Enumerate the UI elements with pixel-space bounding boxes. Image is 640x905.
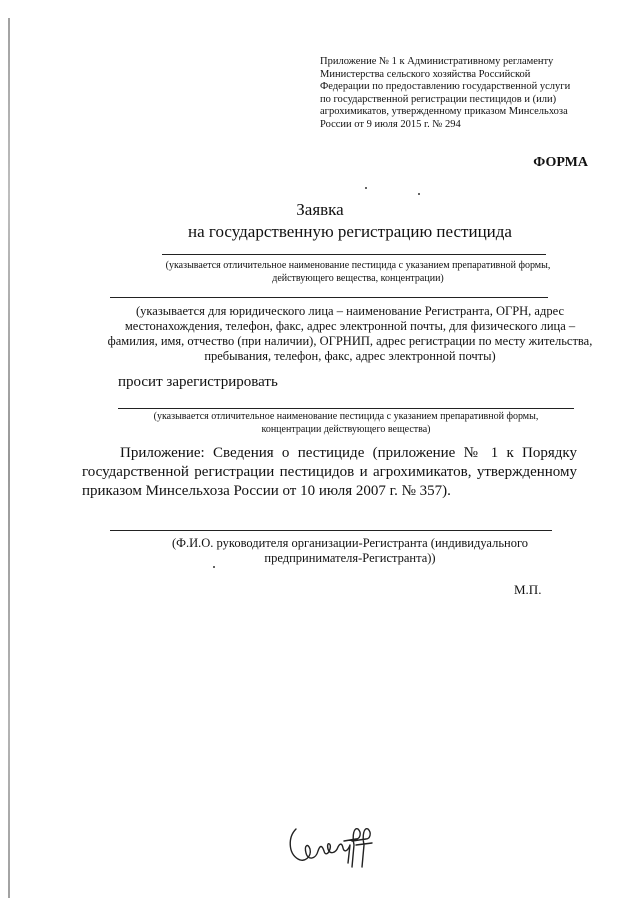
applicant-field-line: [110, 297, 548, 298]
scan-speck: [418, 193, 420, 195]
scan-edge: [8, 18, 10, 898]
annex-line: Приложение: Сведения о пестициде (приложение № 1 к Порядку: [120, 445, 577, 461]
signer-field-line: [110, 530, 552, 531]
applicant-hint: (указывается для юридического лица – наименование Регистранта, ОГРН, адрес местонахождения, телефон, факс, адрес электронной почты, для физического лица – фамилия, имя, отчество (при наличии), ОГРНИП, адрес регистрации по месту жительства, пребывания, телефон, факс, адрес электронной почты): [107, 304, 593, 363]
scan-speck: [213, 566, 215, 568]
annex-paragraph: [82, 444, 577, 501]
reference-line: России от 9 июля 2015 г. № 294: [320, 118, 461, 130]
document-subtitle: на государственную регистрацию пестицида: [188, 222, 512, 241]
reference-line: по государственной регистрации пестицидов и (или): [320, 93, 557, 105]
reference-line: Приложение № 1 к Административному регламенту: [320, 56, 554, 67]
stamp-place-label: М.П.: [514, 582, 542, 597]
scan-speck: [365, 187, 367, 189]
annex-line: государственной регистрации пестицидов и агрохимикатов, утвержденному: [82, 464, 577, 480]
request-text: просит зарегистрировать: [118, 374, 278, 390]
pesticide-registration-field-line: [118, 408, 574, 409]
pesticide-name-field-line: [162, 254, 546, 255]
form-label: ФОРМА: [533, 155, 588, 170]
reference-line: Министерства сельского хозяйства Российской: [320, 68, 531, 80]
pesticide-registration-hint: (указывается отличительное наименование пестицида с указанием препаративной формы, концентрации действующего вещества): [153, 411, 539, 435]
regulation-reference: [320, 56, 590, 131]
annex-line: приказом Минсельхоза России от 10 июля 2007 г. № 357).: [82, 483, 451, 499]
reference-line: агрохимикатов, утвержденному приказом Минсельхоза: [320, 106, 568, 117]
document-title: Заявка: [296, 200, 344, 219]
handwritten-signature: [282, 815, 392, 875]
reference-line: Федерации по предоставлению государственной услуги: [320, 81, 571, 92]
pesticide-name-hint: (указывается отличительное наименование пестицида с указанием препаративной формы, действующего вещества, концентрации): [165, 260, 551, 284]
signer-hint: (Ф.И.О. руководителя организации-Регистранта (индивидуального предпринимателя-Регистранта)): [171, 536, 529, 565]
